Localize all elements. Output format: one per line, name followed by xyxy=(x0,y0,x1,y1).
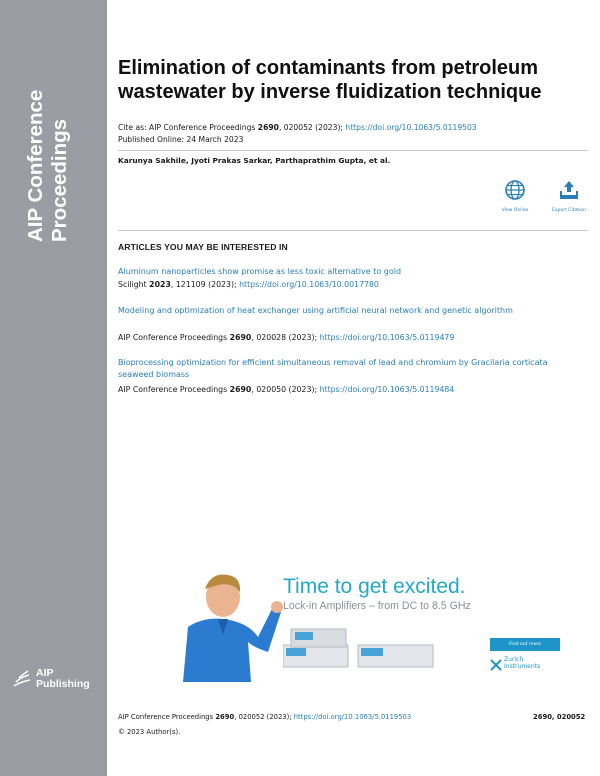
cite-rest: , 121109 (2023); xyxy=(170,280,240,289)
doi-link[interactable]: https://doi.org/10.1063/5.0119503 xyxy=(345,123,477,132)
page-number: 2690, 020052 xyxy=(533,713,586,721)
brand-line1: Zurich xyxy=(504,656,524,663)
publisher-line1: AIP xyxy=(36,667,54,679)
find-out-more-button[interactable]: Find out more xyxy=(490,638,560,651)
cite-as xyxy=(118,123,477,132)
aip-publishing-logo[interactable] xyxy=(12,668,102,696)
footer-citation xyxy=(118,713,411,721)
ad-subline: Lock-in Amplifiers – from DC to 8.5 GHz xyxy=(283,600,471,612)
cite-volume: 2023 xyxy=(149,280,171,289)
related-article-title[interactable]: Bioprocessing optimization for efficient simultaneous removal of lead and chromium by Gracilaria corticata seaweed biomass xyxy=(118,358,548,379)
related-article-cite xyxy=(118,280,379,289)
view-online-button[interactable] xyxy=(495,179,535,213)
related-article-cite xyxy=(118,385,454,394)
cite-source: AIP Conference Proceedings xyxy=(118,333,230,342)
journal-sidebar xyxy=(0,0,107,776)
journal-name-line1: AIP Conference xyxy=(24,89,47,242)
cite-volume: 2690 xyxy=(229,385,252,394)
aip-swoosh-icon xyxy=(12,670,32,688)
related-article-title[interactable]: Aluminum nanoparticles show promise as less toxic alternative to gold xyxy=(118,267,402,276)
divider xyxy=(118,230,588,231)
related-articles-heading: ARTICLES YOU MAY BE INTERESTED IN xyxy=(118,242,288,252)
footer-cite-rest: , 020052 (2023); xyxy=(234,713,294,721)
doi-link[interactable]: https://doi.org/10.1063/10.0017780 xyxy=(239,280,379,289)
zurich-instruments-logo xyxy=(490,656,541,675)
doi-link[interactable]: https://doi.org/10.1063/5.0119484 xyxy=(319,385,455,394)
published-date: Published Online: 24 March 2023 xyxy=(118,135,244,144)
journal-name-line2: Proceedings xyxy=(48,118,71,242)
cite-rest: , 020052 (2023); xyxy=(278,123,346,132)
advertisement-banner[interactable] xyxy=(123,567,583,682)
publisher-line2: Publishing xyxy=(36,678,90,690)
instrument-image xyxy=(283,627,473,672)
doi-link[interactable]: https://doi.org/10.1063/5.0119479 xyxy=(319,333,455,342)
cite-volume: 2690 xyxy=(257,123,279,132)
cite-rest: , 020028 (2023); xyxy=(251,333,320,342)
footer-cite-volume: 2690 xyxy=(215,713,235,721)
footer-cite-prefix: AIP Conference Proceedings xyxy=(118,713,216,721)
authors[interactable]: Karunya Sakhile, Jyoti Prakas Sarkar, Parthaprathim Gupta, et al. xyxy=(118,156,391,165)
journal-name xyxy=(24,90,72,242)
cite-source: Scilight xyxy=(118,280,150,289)
export-citation-label: Export Citation xyxy=(552,208,586,213)
cite-source: AIP Conference Proceedings xyxy=(118,385,230,394)
copyright: © 2023 Author(s). xyxy=(118,728,181,736)
article-title: Elimination of contaminants from petroleum wastewater by inverse fluidization technique xyxy=(118,57,542,103)
export-icon xyxy=(558,179,580,201)
globe-icon xyxy=(504,179,526,201)
ad-headline: Time to get excited. xyxy=(283,575,466,598)
cite-volume: 2690 xyxy=(229,333,252,342)
export-citation-button[interactable] xyxy=(549,179,589,213)
brand-line2: Instruments xyxy=(504,663,541,670)
cite-rest: , 020050 (2023); xyxy=(251,385,320,394)
view-online-label: View Online xyxy=(501,208,529,213)
related-article-title[interactable]: Modeling and optimization of heat exchanger using artificial neural network and genetic algorithm xyxy=(118,306,513,315)
ad-person-illustration xyxy=(123,567,283,682)
zi-logo-icon xyxy=(490,659,502,671)
cite-prefix: Cite as: AIP Conference Proceedings xyxy=(118,123,258,132)
divider xyxy=(118,150,588,151)
footer-doi-link[interactable]: https://doi.org/10.1063/5.0119503 xyxy=(293,713,412,721)
related-article-cite xyxy=(118,333,454,342)
